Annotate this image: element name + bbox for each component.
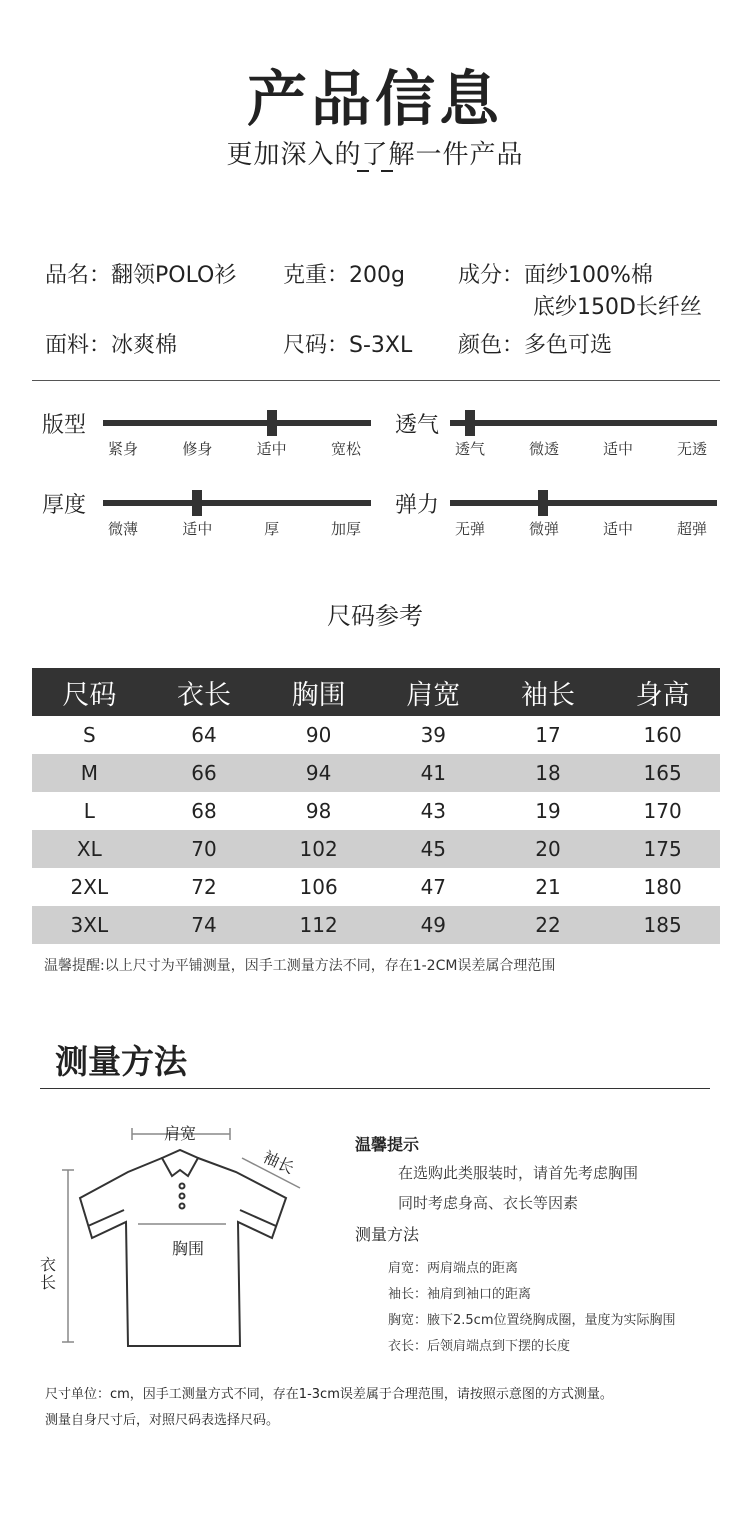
attribute-tick-label: 微薄 (107, 520, 138, 538)
attribute-tick-label: 无透 (676, 440, 707, 458)
info-size: 尺码：S-3XL (283, 333, 413, 358)
attribute-level-marker (192, 490, 202, 516)
table-cell: 43 (420, 799, 447, 823)
tips-title: 温馨提示 (355, 1135, 420, 1154)
attribute-tick-label: 加厚 (330, 520, 361, 538)
attribute-tick-label: 透气 (454, 440, 485, 458)
info-weight: 克重：200g (283, 263, 405, 288)
info-fabric: 面料：冰爽棉 (45, 333, 178, 358)
info-name: 品名：翻领POLO衫 (45, 263, 237, 288)
table-cell: 90 (305, 723, 332, 747)
header-size: 尺码 (32, 668, 147, 716)
header-length: 衣长 (147, 668, 262, 716)
page-title: 产品信息 (247, 65, 503, 135)
attribute-tick-label: 修身 (182, 440, 213, 458)
attribute-tick-label: 微弹 (528, 520, 559, 538)
table-cell: 19 (535, 799, 561, 823)
info-composition: 成分：面纱100%棉 (458, 263, 653, 288)
table-cell: 70 (147, 830, 262, 868)
size-table-header (32, 668, 720, 716)
table-cell: 102 (261, 830, 376, 868)
table-cell: S (82, 723, 96, 747)
attribute-level-marker (267, 410, 277, 436)
attribute-scale-track (450, 420, 717, 426)
shirt-icon (30, 1110, 330, 1360)
method-item: 胸宽：腋下2.5cm位置绕胸成圈，量度为实际胸围 (388, 1313, 676, 1328)
divider-dash (381, 170, 393, 172)
table-row (32, 906, 720, 944)
divider-dash (357, 170, 369, 172)
tips-line-1: 在选购此类服装时，请首先考虑胸围 (398, 1164, 639, 1182)
table-cell: 98 (305, 799, 332, 823)
table-cell: 47 (420, 875, 447, 899)
method-item: 袖长：袖肩到袖口的距离 (388, 1287, 532, 1302)
table-cell: 22 (491, 906, 606, 944)
header-shoulder: 肩宽 (376, 668, 491, 716)
table-row (32, 830, 720, 868)
method-subtitle: 测量方法 (355, 1225, 420, 1244)
table-cell: 49 (376, 906, 491, 944)
info-color: 颜色：多色可选 (458, 333, 613, 358)
attribute-label: 弹力 (395, 493, 440, 518)
table-cell: 20 (491, 830, 606, 868)
table-cell: 185 (605, 906, 720, 944)
table-row (32, 868, 720, 906)
table-cell: 94 (261, 754, 376, 792)
table-cell: 165 (605, 754, 720, 792)
measure-title: 测量方法 (55, 1042, 187, 1081)
attribute-tick-label: 适中 (182, 520, 213, 538)
attribute-tick-label: 无弹 (454, 520, 485, 538)
table-cell: XL (32, 830, 147, 868)
table-cell: L (83, 799, 95, 823)
attribute-tick-label: 微透 (528, 440, 559, 458)
table-cell: 170 (643, 799, 682, 823)
table-cell: 18 (491, 754, 606, 792)
table-cell: 74 (147, 906, 262, 944)
attribute-tick-label: 适中 (602, 440, 633, 458)
table-cell: 66 (147, 754, 262, 792)
table-cell: 106 (299, 875, 338, 899)
table-cell: 112 (261, 906, 376, 944)
table-cell: 2XL (70, 875, 109, 899)
table-cell: 21 (535, 875, 561, 899)
attribute-tick-label: 紧身 (107, 440, 138, 458)
table-cell: 160 (643, 723, 682, 747)
size-chart-title: 尺码参考 (327, 602, 423, 630)
diagram-sleeve-label: 袖长 (260, 1147, 298, 1178)
attribute-tick-label: 适中 (256, 440, 287, 458)
table-cell: 45 (376, 830, 491, 868)
table-cell: 3XL (32, 906, 147, 944)
table-cell: 68 (191, 799, 217, 823)
diagram-chest-label: 胸围 (172, 1239, 205, 1258)
table-cell: 175 (605, 830, 720, 868)
measure-divider (40, 1088, 710, 1089)
diagram-length-label-2: 长 (40, 1273, 57, 1292)
table-cell: M (32, 754, 147, 792)
method-item: 肩宽：两肩端点的距离 (388, 1261, 519, 1276)
table-cell: 41 (376, 754, 491, 792)
attribute-scale-track (103, 420, 371, 426)
shirt-diagram (30, 1110, 330, 1360)
header-sleeve: 袖长 (491, 668, 606, 716)
table-cell: 17 (535, 723, 561, 747)
table-row (32, 792, 720, 830)
table-cell: 180 (643, 875, 682, 899)
attribute-tick-label: 适中 (602, 520, 633, 538)
attribute-scale-track (103, 500, 371, 506)
attribute-scale-track (450, 500, 717, 506)
size-table (32, 668, 720, 944)
table-cell: 64 (191, 723, 217, 747)
table-cell: 39 (420, 723, 447, 747)
header-height: 身高 (605, 668, 720, 716)
tips-line-2: 同时考虑身高、衣长等因素 (398, 1194, 579, 1212)
method-item: 衣长：后领肩端点到下摆的长度 (388, 1339, 571, 1354)
attribute-label: 版型 (42, 413, 87, 438)
attribute-label: 透气 (395, 413, 440, 438)
diagram-shoulder-label: 肩宽 (164, 1124, 197, 1143)
attribute-tick-label: 超弹 (676, 520, 707, 538)
attribute-label: 厚度 (42, 493, 87, 518)
attribute-level-marker (538, 490, 548, 516)
header-chest: 胸围 (261, 668, 376, 716)
page-subtitle: 更加深入的了解一件产品 (226, 140, 524, 170)
info-composition-2: 底纱150D长纤丝 (533, 295, 702, 320)
table-row (32, 754, 720, 792)
footer-note-2: 测量自身尺寸后，对照尺码表选择尺码。 (45, 1413, 280, 1428)
table-row (32, 716, 720, 754)
size-note: 温馨提醒:以上尺寸为平铺测量，因手工测量方法不同，存在1-2CM误差属合理范围 (44, 958, 556, 974)
attribute-tick-label: 厚 (264, 520, 280, 538)
table-cell: 72 (191, 875, 217, 899)
attribute-tick-label: 宽松 (330, 440, 361, 458)
footer-note-1: 尺寸单位：cm，因手工测量方式不同，存在1-3cm误差属于合理范围，请按照示意图的方式测量。 (45, 1387, 613, 1402)
info-divider (32, 380, 720, 381)
attribute-level-marker (465, 410, 475, 436)
diagram-length-label-1: 衣 (40, 1255, 57, 1274)
